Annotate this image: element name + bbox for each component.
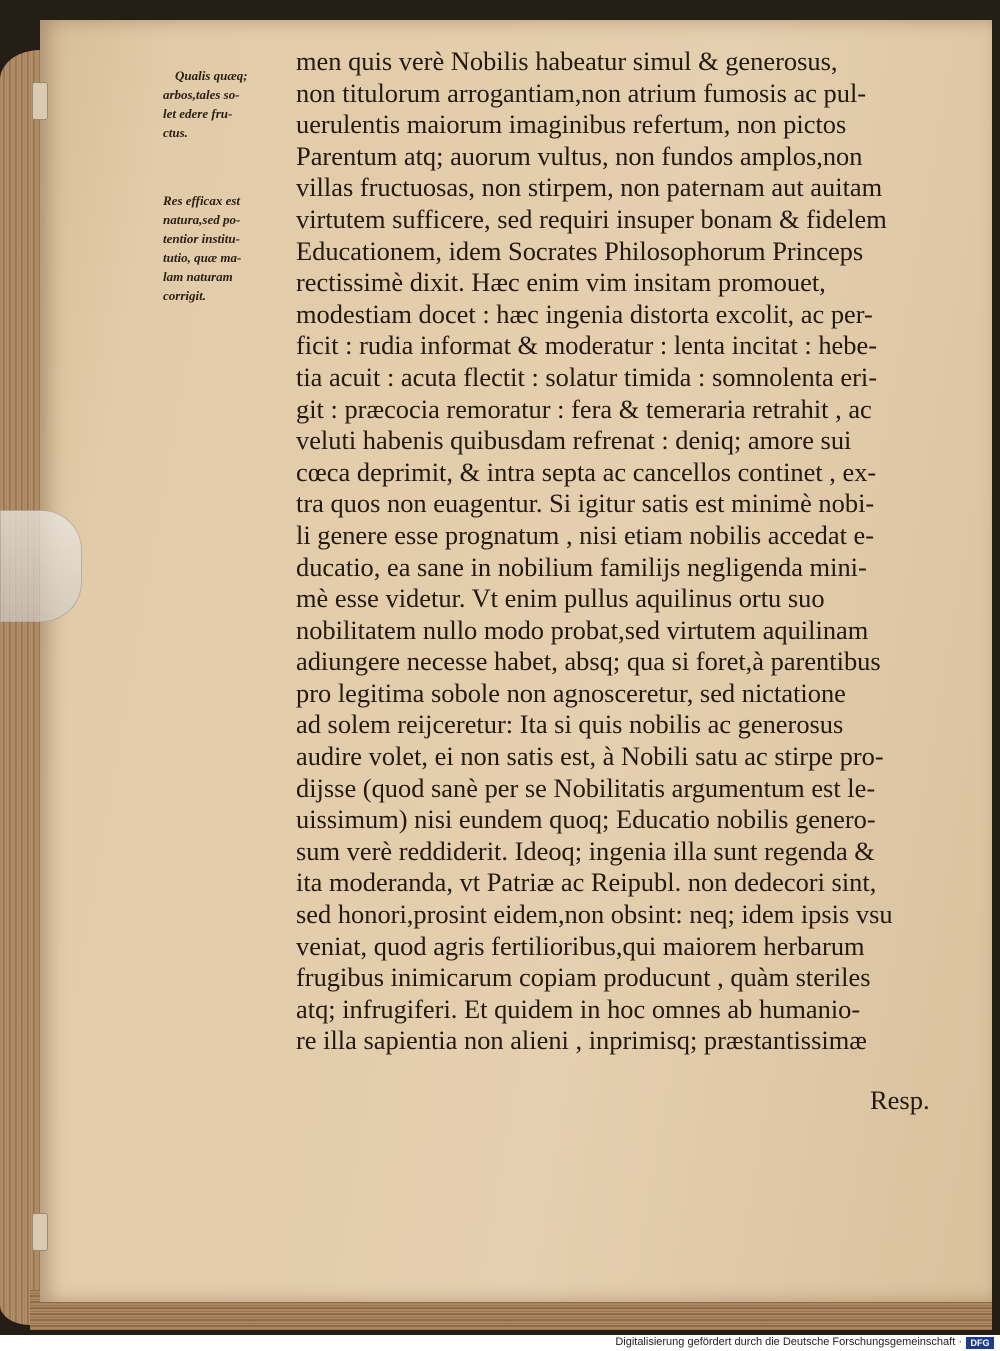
text-line: virtutem sufficere, sed requiri insuper bonam & fidelem xyxy=(296,203,887,234)
text-line: git : præcocia remoratur : fera & temeraria retrahit , ac xyxy=(296,393,872,424)
text-line: li genere esse prognatum , nisi etiam nobilis accedat e- xyxy=(296,519,875,550)
body-text xyxy=(296,46,946,1057)
marginal-line: tentior institu- xyxy=(163,231,240,246)
marginal-note-1 xyxy=(163,66,288,142)
text-line: audire volet, ei non satis est, à Nobili satu ac stirpe pro- xyxy=(296,741,884,772)
marginal-line: lam naturam xyxy=(163,269,233,284)
marginal-line: tutio, quæ ma- xyxy=(163,250,242,265)
text-line: dijsse (quod sanè per se Nobilitatis argumentum est le- xyxy=(296,772,876,803)
marginal-line: ctus. xyxy=(163,125,188,140)
text-line: pro legitima sobole non agnosceretur, sed nictatione xyxy=(296,677,846,708)
text-line: veluti habenis quibusdam refrenat : deniq; amore sui xyxy=(296,425,852,456)
text-line: uissimum) nisi eundem quoq; Educatio nobilis genero- xyxy=(296,804,876,835)
marginal-line: corrigit. xyxy=(163,288,206,303)
text-line: rectissimè dixit. Hæc enim vim insitam promouet, xyxy=(296,267,826,298)
text-line: ad solem reijceretur: Ita si quis nobilis ac generosus xyxy=(296,709,844,740)
text-line: frugibus inimicarum copiam producunt , quàm steriles xyxy=(296,962,871,993)
text-line: tia acuit : acuta flectit : solatur timida : somnolenta eri- xyxy=(296,361,878,392)
text-line: nobilitatem nullo modo probat,sed virtutem aquilinam xyxy=(296,614,869,645)
catchword: Resp. xyxy=(870,1085,930,1115)
text-line: Parentum atq; auorum vultus, non fundos amplos,non xyxy=(296,140,863,171)
text-line: mè esse videtur. Vt enim pullus aquilinus ortu suo xyxy=(296,583,825,614)
page-clip xyxy=(0,510,82,622)
text-line: tra quos non euagentur. Si igitur satis est minimè nobi- xyxy=(296,488,875,519)
binding-tab-bottom xyxy=(32,1213,48,1251)
marginal-line: Qualis quæq; xyxy=(175,68,248,83)
text-line: uerulentis maiorum imaginibus refertum, non pictos xyxy=(296,109,847,140)
marginal-line: let edere fru- xyxy=(163,106,233,121)
text-line: sum verè reddiderit. Ideoq; ingenia illa sunt regenda & xyxy=(296,835,875,866)
text-line: villas fructuosas, non stirpem, non paternam aut auitam xyxy=(296,172,883,203)
text-line: ducatio, ea sane in nobilium familijs negligenda mini- xyxy=(296,551,867,582)
text-line: adiungere necesse habet, absq; qua si foret,à parentibus xyxy=(296,646,881,677)
text-line: re illa sapientia non alieni , inprimisq; præstantissimæ xyxy=(296,1025,867,1056)
binding-tab-top xyxy=(32,82,48,120)
text-line: cœca deprimit, & intra septa ac cancellos continet , ex- xyxy=(296,456,877,487)
text-line: ficit : rudia informat & moderatur : lenta incitat : hebe- xyxy=(296,330,878,361)
text-line: Educationem, idem Socrates Philosophorum Princeps xyxy=(296,235,864,266)
text-line: non titulorum arrogantiam,non atrium fumosis ac pul- xyxy=(296,77,867,108)
footer-bar xyxy=(0,1335,1000,1351)
marginal-line: natura,sed po- xyxy=(163,212,241,227)
text-line: atq; infrugiferi. Et quidem in hoc omnes ab humanio- xyxy=(296,993,861,1024)
text-line: ita moderanda, vt Patriæ ac Reipubl. non dedecori sint, xyxy=(296,867,877,898)
text-line: men quis verè Nobilis habeatur simul & generosus, xyxy=(296,46,838,76)
footer-credit: Digitalisierung gefördert durch die Deutsche Forschungsgemeinschaft · xyxy=(615,1336,962,1348)
text-line: modestiam docet : hæc ingenia distorta excolit, ac per- xyxy=(296,298,873,329)
text-line: sed honori,prosint eidem,non obsint: neq; idem ipsis vsu xyxy=(296,899,893,930)
marginal-note-2 xyxy=(163,191,288,305)
marginal-line: arbos,tales so- xyxy=(163,87,240,102)
text-line: veniat, quod agris fertilioribus,qui maiorem herbarum xyxy=(296,930,865,961)
marginal-line: Res efficax est xyxy=(163,193,241,208)
dfg-logo: DFG xyxy=(966,1337,994,1349)
